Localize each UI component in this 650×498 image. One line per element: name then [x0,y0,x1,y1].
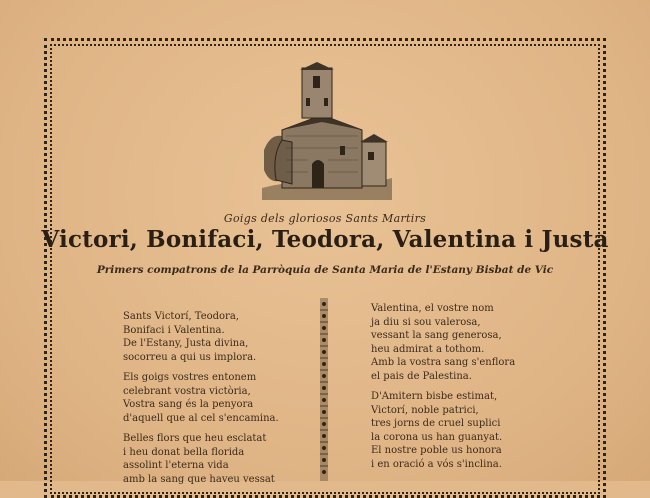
verse-line: Amb la vostra sang s'enflora [371,357,516,368]
right-verse-column [371,302,551,478]
verse-line: vessant la sang generosa, [371,330,502,341]
verse-line: i en oració a vós s'inclina. [371,458,502,470]
verse-line: D'Amitern bisbe estimat, [371,391,498,402]
stanza [123,432,303,486]
verse-line: assolint l'eterna vida [123,460,229,471]
verse-line: ja diu si sou valerosa, [371,316,481,328]
ornamental-divider [318,298,330,481]
verse-line: Belles flors que heu esclatat [123,433,267,444]
verse-line: d'aquell que al cel s'encamina. [123,412,279,424]
verse-line: tres jorns de cruel suplici [371,418,501,429]
verse-line: celebrant vostra victòria, [123,385,251,397]
verse-line: El nostre poble us honora [371,445,502,456]
verse-line: heu admirat a tothom. [371,343,485,355]
verse-line: Sants Victorí, Teodora, [123,311,239,322]
church-illustration [262,60,392,200]
parish-line: Primers compatrons de la Parròquia de Santa Maria de l'Estany Bisbat de Vic [96,264,554,276]
left-verse-column [123,310,303,493]
verse-line: i heu donat bella florida [123,446,245,458]
verse-line: Els goigs vostres entonem [123,372,257,383]
stanza [371,302,551,383]
stanza [123,310,303,364]
verse-line: De l'Estany, Justa divina, [123,338,249,349]
verse-line: Vostra sang és la penyora [123,399,254,410]
verse-line: Victorí, noble patrici, [371,404,479,416]
page-title: Victori, Bonifaci, Teodora, Valentina i Justa [41,226,609,253]
stanza [123,371,303,425]
subtitle: Goigs dels gloriosos Sants Martirs [223,212,427,225]
verse-line: socorreu a qui us implora. [123,351,257,363]
verse-line: Bonifaci i Valentina. [123,324,225,336]
verse-line: amb la sang que haveu vessat [123,473,275,485]
verse-line: Valentina, el vostre nom [371,303,494,314]
verse-line: la corona us han guanyat. [371,431,503,443]
verse-line: el pais de Palestina. [371,370,472,382]
stanza [371,390,551,471]
